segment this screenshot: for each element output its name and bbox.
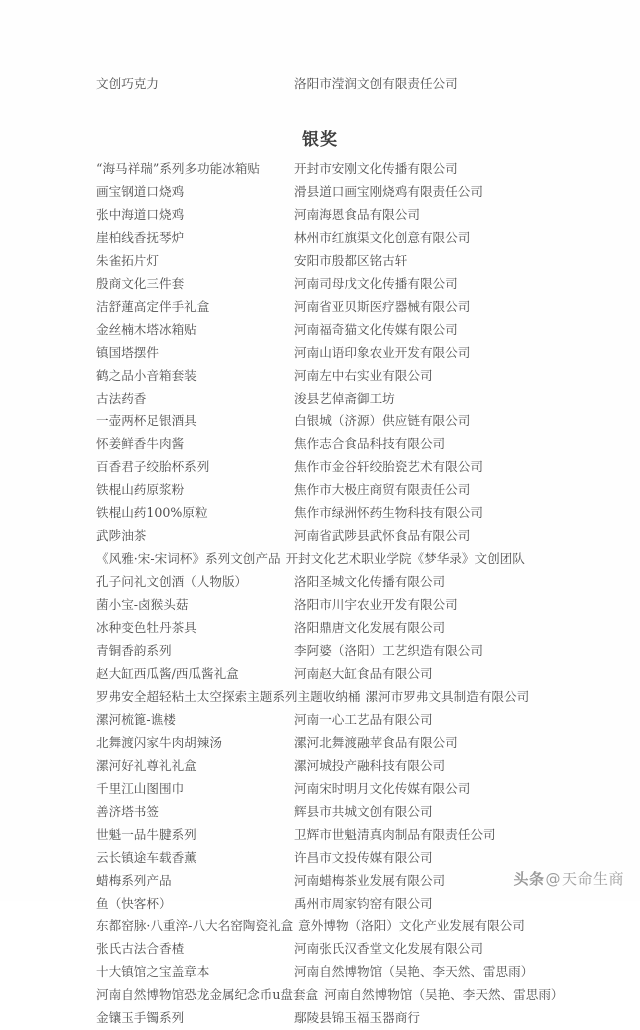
- watermark-at-symbol: @: [545, 870, 561, 888]
- organization-name: 河南赵大缸食品有限公司: [294, 665, 433, 681]
- product-name: 蜡梅系列产品: [96, 872, 172, 888]
- award-entry-row: [96, 571, 570, 594]
- award-entry-row: [96, 778, 570, 801]
- organization-name: 卫辉市世魁清真肉制品有限责任公司: [294, 826, 496, 842]
- organization-name: 鄢陵县锦玉福玉器商行: [294, 1010, 420, 1026]
- product-name: 河南自然博物馆恐龙金属纪念币u盘套盒: [96, 987, 319, 1003]
- organization-name: 洛阳市滢润文创有限责任公司: [294, 76, 458, 91]
- product-name: 镇国塔摆件: [96, 344, 159, 360]
- organization-name: 开封市安刚文化传播有限公司: [294, 161, 458, 176]
- organization-name: 河南蜡梅茶业发展有限公司: [294, 872, 446, 888]
- product-name: 金丝楠木塔冰箱贴: [96, 321, 197, 337]
- award-entry-row: [96, 801, 570, 824]
- organization-name: 漯河北舞渡融苹食品有限公司: [294, 734, 458, 750]
- watermark-account: 天命生商: [561, 870, 624, 888]
- organization-name: 洛阳市川宇农业开发有限公司: [294, 597, 458, 613]
- organization-name: 河南山语印象农业开发有限公司: [294, 344, 471, 360]
- award-entry-row: [96, 686, 570, 709]
- award-entry-row: [96, 273, 570, 296]
- organization-name: 河南司母戊文化传播有限公司: [294, 275, 458, 291]
- award-entry-row: [96, 365, 570, 388]
- product-name: 张氏古法合香楂: [96, 941, 185, 957]
- award-entry-row: [96, 342, 570, 365]
- product-name: 孔子问礼文创酒（人物版）: [96, 574, 248, 590]
- product-name: 古法药香: [96, 390, 147, 406]
- product-name: 张中海道口烧鸡: [96, 206, 185, 222]
- award-entry-row: [96, 663, 570, 686]
- award-entry-row: [96, 1007, 570, 1030]
- award-entry-row: [96, 709, 570, 732]
- organization-name: 洛阳鼎唐文化发展有限公司: [294, 620, 446, 636]
- award-entry-row: [96, 755, 570, 778]
- product-name: 铁棍山药原浆粉: [96, 482, 185, 498]
- award-entry-row: [96, 938, 570, 961]
- watermark: [513, 868, 624, 889]
- organization-name: 河南宋时明月文化传媒有限公司: [294, 780, 471, 796]
- product-name: 鹤之品小音箱套装: [96, 367, 197, 383]
- product-name: 文创巧克力: [96, 76, 159, 91]
- award-entry-row: [96, 915, 570, 938]
- award-entry-row: [96, 548, 570, 571]
- organization-name: 李阿婆（洛阳）工艺织造有限公司: [294, 643, 483, 659]
- award-entry-row: [96, 181, 570, 204]
- award-entry-row: [96, 640, 570, 663]
- organization-name: 河南一心工艺品有限公司: [294, 711, 433, 727]
- award-entry-row: [96, 388, 570, 411]
- product-name: 东都窑脉·八重淬-八大名窑陶瓷礼盒: [96, 918, 294, 934]
- award-entry-row: [96, 433, 570, 456]
- organization-name: 浚县艺倬斋御工坊: [294, 390, 395, 406]
- product-name: 崖柏线香抚琴炉: [96, 229, 185, 245]
- organization-name: 林州市红旗渠文化创意有限公司: [294, 229, 471, 245]
- organization-name: 河南海恩食品有限公司: [294, 206, 420, 222]
- organization-name: 禹州市周家钧窑有限公司: [294, 895, 433, 911]
- product-name: 百香君子绞胎杯系列: [96, 459, 210, 475]
- organization-name: 意外博物（洛阳）文化产业发展有限公司: [298, 918, 525, 934]
- award-entry-row: [96, 227, 570, 250]
- product-name: 善济塔书签: [96, 803, 159, 819]
- organization-name: 许昌市文投传媒有限公司: [294, 849, 433, 865]
- product-name: 十大镇馆之宝盖章本: [96, 964, 210, 980]
- award-entry-row: [96, 502, 570, 525]
- product-name: 画宝钢道口烧鸡: [96, 183, 185, 199]
- product-name: 怀姜鲜香牛肉酱: [96, 436, 185, 452]
- product-name: 朱雀拓片灯: [96, 252, 159, 268]
- product-name: 鱼（快客杯）: [96, 895, 172, 911]
- product-name: 赵大缸西瓜酱/西瓜酱礼盒: [96, 665, 239, 681]
- award-entry-row: [96, 984, 570, 1007]
- award-entry-row: [96, 204, 570, 227]
- continued-entry-row: [96, 73, 566, 96]
- product-name: 云长镇途车载香薰: [96, 849, 197, 865]
- award-entry-row: [96, 617, 570, 640]
- product-name: 漯河好礼尊礼礼盒: [96, 757, 197, 773]
- product-name: 北舞渡闪家牛肉胡辣汤: [96, 734, 222, 750]
- organization-name: 焦作志合食品科技有限公司: [294, 436, 446, 452]
- product-name: 洁舒蓮高定伴手礼盒: [96, 298, 210, 314]
- product-name: 青铜香韵系列: [96, 643, 172, 659]
- award-entry-row: [96, 893, 570, 916]
- product-name: “海马祥瑞”系列多功能冰箱贴: [96, 161, 261, 176]
- organization-name: 河南自然博物馆（吴艳、李天然、雷思雨）: [294, 964, 534, 980]
- organization-name: 河南省武陟县武怀食品有限公司: [294, 528, 471, 544]
- organization-name: 洛阳圣城文化传播有限公司: [294, 574, 446, 590]
- award-entry-list: [96, 158, 570, 1030]
- award-entry-row: [96, 961, 570, 984]
- organization-name: 河南自然博物馆（吴艳、李天然、雷思雨）: [324, 987, 564, 1003]
- organization-name: 河南张氏汉香堂文化发展有限公司: [294, 941, 483, 957]
- organization-name: 辉县市共城文创有限公司: [294, 803, 433, 819]
- award-entry-row: [96, 158, 570, 181]
- award-entry-row: [96, 479, 570, 502]
- organization-name: 河南福奇猫文化传媒有限公司: [294, 321, 458, 337]
- organization-name: 滑县道口画宝刚烧鸡有限责任公司: [294, 183, 483, 199]
- section-heading: 银奖: [302, 130, 338, 150]
- award-entry-row: [96, 296, 570, 319]
- product-name: 罗弗安全超轻粘土太空探索主题系列主题收纳桶: [96, 688, 361, 704]
- product-name: 世魁一品牛腱系列: [96, 826, 197, 842]
- organization-name: 白银城（济源）供应链有限公司: [294, 413, 471, 429]
- product-name: 殷商文化三件套: [96, 275, 185, 291]
- product-name: 千里江山图围巾: [96, 780, 185, 796]
- organization-name: 安阳市殷都区铭古轩: [294, 252, 408, 268]
- product-name: 《风雅·宋-宋词杯》系列文创产品: [96, 551, 281, 567]
- product-name: 一壶两杯足银酒具: [96, 413, 197, 429]
- product-name: 菌小宝-卤猴头菇: [96, 597, 189, 613]
- award-entry-row: [96, 594, 570, 617]
- product-name: 冰种变色牡丹茶具: [96, 620, 197, 636]
- organization-name: 开封文化艺术职业学院《梦华录》文创团队: [285, 551, 525, 567]
- organization-name: 河南左中右实业有限公司: [294, 367, 433, 383]
- organization-name: 河南省亚贝斯医疗器械有限公司: [294, 298, 471, 314]
- award-entry-row: [96, 525, 570, 548]
- product-name: 铁棍山药100%原粒: [96, 505, 208, 521]
- product-name: 漯河梳篦-谯楼: [96, 711, 176, 727]
- organization-name: 焦作市绿洲怀药生物科技有限公司: [294, 505, 483, 521]
- award-entry-row: [96, 847, 570, 870]
- award-entry-row: [96, 456, 570, 479]
- watermark-brand: 头条: [513, 870, 545, 888]
- organization-name: 焦作市大极庄商贸有限责任公司: [294, 482, 471, 498]
- organization-name: 焦作市金谷轩绞胎瓷艺术有限公司: [294, 459, 483, 475]
- award-entry-row: [96, 732, 570, 755]
- award-entry-row: [96, 319, 570, 342]
- product-name: 金镶玉手镯系列: [96, 1010, 185, 1026]
- award-entry-row: [96, 824, 570, 847]
- award-entry-row: [96, 870, 570, 893]
- organization-name: 漯河市罗弗文具制造有限公司: [365, 688, 530, 704]
- organization-name: 漯河城投产融科技有限公司: [294, 757, 446, 773]
- product-name: 武陟油茶: [96, 528, 147, 544]
- award-entry-row: [96, 250, 570, 273]
- award-entry-row: [96, 410, 570, 433]
